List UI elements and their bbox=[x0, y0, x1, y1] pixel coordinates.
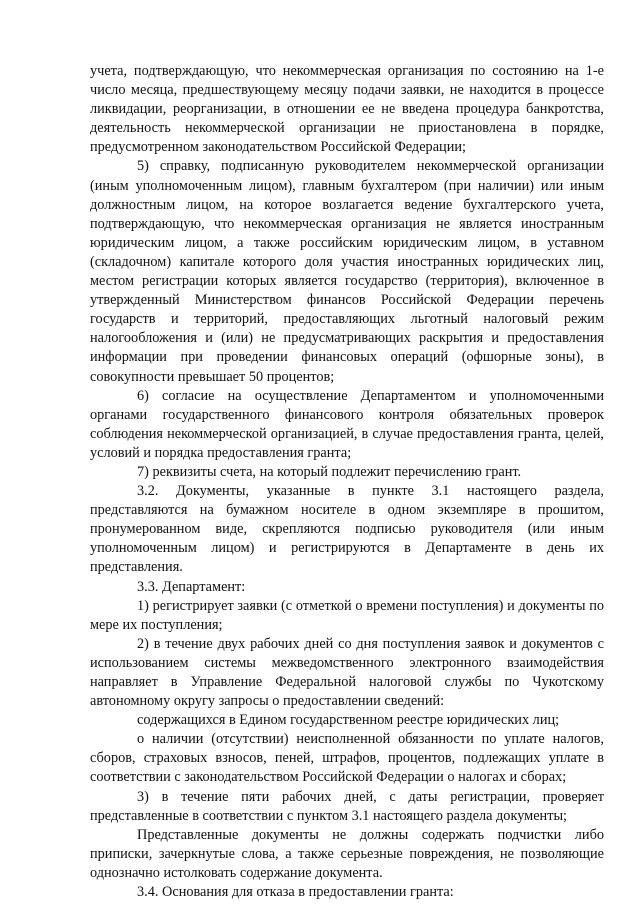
paragraph-tax-obligations: о наличии (отсутствии) неисполненной обязанности по уплате налогов, сборов, страховых взносов, пеней, штрафов, процентов, подлежащих уплате в соответствии с законодательством Российской Федерации о налогах и сборах; bbox=[90, 731, 604, 786]
paragraph-document-requirements: Представленные документы не должны содержать подчистки либо приписки, зачеркнутые слова, а также серьезные повреждения, не позволяющие однозначно истолковать содержание документа. bbox=[90, 826, 604, 881]
paragraph-3-2: 3.2. Документы, указанные в пункте 3.1 настоящего раздела, представляются на бумажном носителе в одном экземпляре в прошитом, пронумерованном виде, скрепляются подписью руководителя (или иным уполномоченным лицом) и регистрируются в Департаменте в день их представления. bbox=[90, 483, 604, 576]
paragraph-item-5: 5) справку, подписанную руководителем некоммерческой организации (иным уполномоченным лицом), главным бухгалтером (при наличии) или иным должностным лицом, на которое возлагается ведение бухгалтерского учета, подтверждающую, что некоммерческая организация не является иностранным юридическим лицом, а также российским юридическим лицом, в уставном (складочном) капитале которого доля участия иностранных юридических лиц, местом регистрации которых является государство (территория), включенное в утвержденный Министерством финансов Российской Федерации перечень государств и территорий, предоставляющих льготный налоговый режим налогообложения и (или) не предусматривающих раскрытия и предоставления информации при проведении финансовых операций (офшорные зоны), в совокупности превышает 50 процентов; bbox=[90, 158, 604, 385]
paragraph-3-4-heading: 3.4. Основания для отказа в предоставлении гранта: bbox=[137, 884, 454, 901]
paragraph-item-7: 7) реквизиты счета, на который подлежит перечислению грант. bbox=[137, 463, 522, 480]
paragraph-item-6: 6) согласие на осуществление Департаментом и уполномоченными органами государственного финансового контроля обязательных проверок соблюдения некоммерческой организацией, в случае предоставления гранта, целей, условий и порядка предоставления гранта; bbox=[90, 387, 604, 461]
paragraph-3-3-item-2: 2) в течение двух рабочих дней со дня поступления заявок и документов с использованием системы межведомственного электронного взаимодействия направляет в Управление Федеральной налоговой службы по Чукотскому автономному округу запросы о предоставлении сведений: bbox=[90, 635, 604, 710]
document-page bbox=[90, 62, 604, 902]
paragraph-3-3-item-3: 3) в течение пяти рабочих дней, с даты регистрации, проверяет представленные в соответствии с пунктом 3.1 настоящего раздела документы; bbox=[90, 788, 604, 824]
paragraph-egrul: содержащихся в Едином государственном реестре юридических лиц; bbox=[137, 712, 560, 729]
paragraph-certificate-continuation: учета, подтверждающую, что некоммерческая организация по состоянию на 1-е число месяца, предшествующему месяцу подачи заявки, не находится в процессе ликвидации, реорганизации, в отношении ее не введена процедура банкротства, деятельность некоммерческой организации не приостановлена в порядке, предусмотренном законодательством Российской Федерации; bbox=[90, 63, 604, 156]
paragraph-3-3-heading: 3.3. Департамент: bbox=[137, 578, 246, 595]
paragraph-3-3-item-1: 1) регистрирует заявки (с отметкой о времени поступления) и документы по мере их поступления; bbox=[90, 597, 604, 633]
